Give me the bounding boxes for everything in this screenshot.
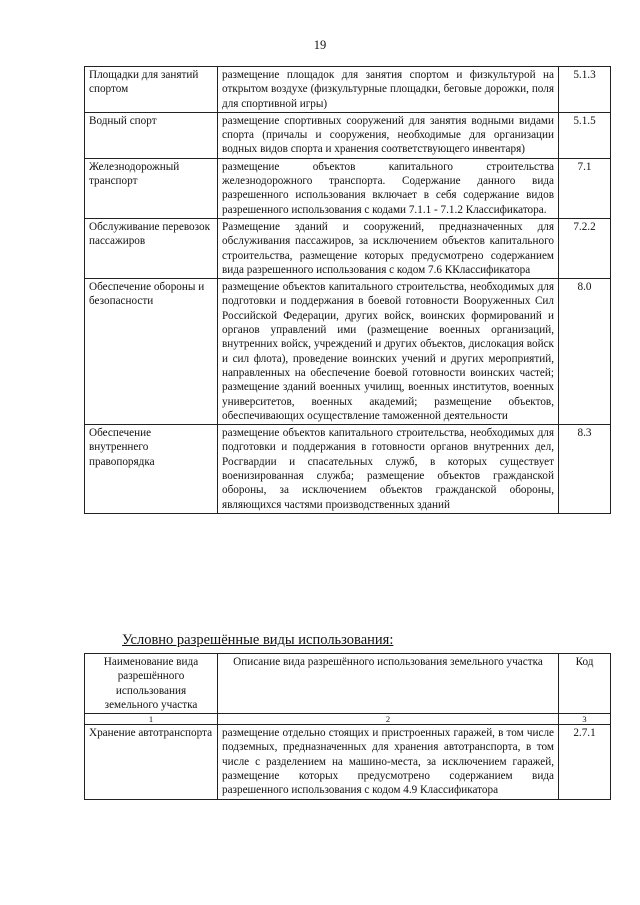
use-code-cell: 8.0 — [559, 279, 611, 425]
use-name-cell: Железнодорожный транспорт — [85, 158, 218, 218]
use-name-cell: Обслуживание перевозок пассажиров — [85, 218, 218, 278]
use-code-cell: 8.3 — [559, 425, 611, 514]
use-description-cell: размещение объектов капитального строительства железнодорожного транспорта. Содержание данного вида разрешенного использования включает в себя содержание видов разрешенного использования с кодами 7.1.1 - 7.1.2 Классификатора. — [218, 158, 559, 218]
table-row — [85, 112, 611, 158]
use-code-cell: 7.2.2 — [559, 218, 611, 278]
column-header-name: Наименование вида разрешённого использования земельного участка — [85, 654, 218, 714]
use-code-cell: 2.7.1 — [559, 725, 611, 799]
use-name-cell: Площадки для занятий спортом — [85, 67, 218, 113]
use-description-cell: размещение объектов капитального строительства, необходимых для подготовки и поддержания в боевой готовности Вооруженных Сил Российской Федерации, других войск, воинских формирований и органов управлений ими (размещение военных организаций, внутренних войск, учреждений и других объектов, дислокация войск и сил флота), проведение воинских учений и других мероприятий, направленных на обеспечение боевой готовности воинских частей; размещение зданий военных училищ, военных институтов, военных университетов, военных академий; размещение объектов, обеспечивающих осуществление таможенной деятельности — [218, 279, 559, 425]
table-row — [85, 218, 611, 278]
use-description-cell: размещение объектов капитального строительства, необходимых для подготовки и поддержания в готовности органов внутренних дел, Росгвардии и спасательных служб, в которых существует военизированная служба; размещение объектов гражданской обороны, за исключением объектов гражданской обороны, являющихся частями производственных зданий — [218, 425, 559, 514]
use-code-cell: 5.1.5 — [559, 112, 611, 158]
table-row — [85, 158, 611, 218]
use-description-cell: Размещение зданий и сооружений, предназначенных для обслуживания пассажиров, за исключением объектов капитального строительства, размещение которых предусмотрено содержанием вида разрешенного использования с кодом 7.6 ККлассификатора — [218, 218, 559, 278]
conditional-uses-table — [84, 653, 611, 800]
page-number: 19 — [313, 38, 327, 52]
section-title: Условно разрешённые виды использования: — [122, 632, 394, 648]
column-header-description: Описание вида разрешённого использования земельного участка — [218, 654, 559, 714]
use-code-cell: 7.1 — [559, 158, 611, 218]
use-name-cell: Обеспечение обороны и безопасности — [85, 279, 218, 425]
column-number: 1 — [85, 714, 218, 725]
table-header-row — [85, 654, 611, 714]
column-numbers-row — [85, 714, 611, 725]
use-description-cell: размещение площадок для занятия спортом и физкультурой на открытом воздухе (физкультурные площадки, беговые дорожки, поля для спортивной игры) — [218, 67, 559, 113]
table-row — [85, 67, 611, 113]
column-header-code: Код — [559, 654, 611, 714]
table-row — [85, 425, 611, 514]
use-name-cell: Хранение автотранспорта — [85, 725, 218, 799]
use-name-cell: Водный спорт — [85, 112, 218, 158]
column-number: 2 — [218, 714, 559, 725]
column-number: 3 — [559, 714, 611, 725]
use-description-cell: размещение отдельно стоящих и пристроенных гаражей, в том числе подземных, предназначенных для хранения автотранспорта, в том числе с разделением на машино-места, за исключением гаражей, размещение которых предусмотрено содержанием вида разрешенного использования с кодом 4.9 Классификатора — [218, 725, 559, 799]
use-description-cell: размещение спортивных сооружений для занятия водными видами спорта (причалы и сооружения, необходимые для организации водных видов спорта и хранения соответствующего инвентаря) — [218, 112, 559, 158]
table-row — [85, 725, 611, 799]
permitted-uses-table — [84, 66, 611, 514]
use-name-cell: Обеспечение внутреннего правопорядка — [85, 425, 218, 514]
table-row — [85, 279, 611, 425]
use-code-cell: 5.1.3 — [559, 67, 611, 113]
